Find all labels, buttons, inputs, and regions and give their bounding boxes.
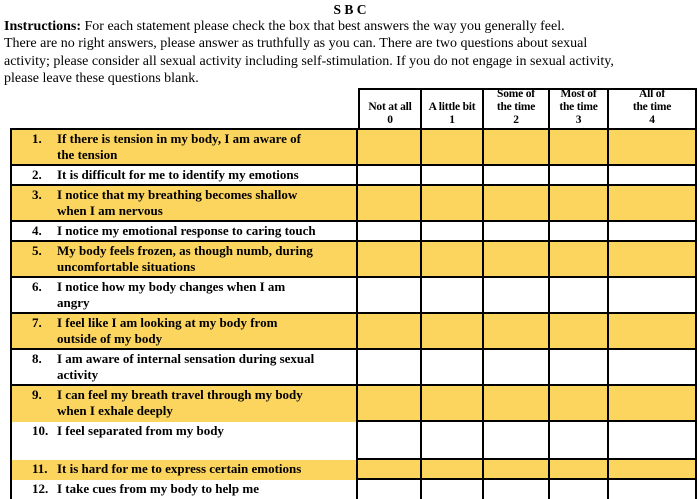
answer-cell[interactable] xyxy=(422,242,484,278)
answer-cell[interactable] xyxy=(609,278,697,314)
answer-cell[interactable] xyxy=(422,186,484,222)
statement-number: 12. xyxy=(32,481,49,496)
statement-number: 2. xyxy=(32,167,42,182)
answer-cell[interactable] xyxy=(609,480,697,499)
statement-number: 6. xyxy=(32,279,42,294)
answer-cell[interactable] xyxy=(422,350,484,386)
answer-cell[interactable] xyxy=(484,386,550,422)
statement-number: 7. xyxy=(32,315,42,330)
statement-cell xyxy=(10,460,358,480)
answer-cell[interactable] xyxy=(358,222,422,242)
answer-cell[interactable] xyxy=(358,422,422,460)
answer-cell[interactable] xyxy=(550,278,609,314)
answer-cell[interactable] xyxy=(550,186,609,222)
answer-cell[interactable] xyxy=(484,242,550,278)
statement-number: 10. xyxy=(32,423,49,438)
answer-cell[interactable] xyxy=(550,242,609,278)
option-header: Not at all 0 xyxy=(358,88,422,130)
statement-number: 8. xyxy=(32,351,42,366)
option-header: A little bit 1 xyxy=(422,88,484,130)
statement-text: I can feel my breath travel through my body when I exhale deeply xyxy=(57,387,303,418)
answer-cell[interactable] xyxy=(358,166,422,186)
instruction-line: Instructions: For each statement please check the box that best answers the way you generally feel. xyxy=(4,19,565,34)
answer-cell[interactable] xyxy=(609,186,697,222)
statement-text: It is hard for me to express certain emotions xyxy=(57,461,302,476)
instruction-line: activity; please consider all sexual activity including self-stimulation. If you do not engage in sexual activity, xyxy=(4,53,614,69)
answer-cell[interactable] xyxy=(484,350,550,386)
answer-cell[interactable] xyxy=(484,480,550,499)
statement-cell xyxy=(10,314,358,350)
answer-cell[interactable] xyxy=(550,130,609,166)
answer-cell[interactable] xyxy=(484,222,550,242)
answer-cell[interactable] xyxy=(484,314,550,350)
option-header: Most of the time 3 xyxy=(550,88,609,130)
instructions-label: Instructions: xyxy=(4,19,82,34)
statement-cell xyxy=(10,130,358,166)
answer-cell[interactable] xyxy=(550,166,609,186)
statement-text: I am aware of internal sensation during sexual activity xyxy=(57,351,315,382)
statement-cell xyxy=(10,222,358,242)
answer-cell[interactable] xyxy=(422,460,484,480)
instructions xyxy=(4,18,698,87)
statement-text: If there is tension in my body, I am aware of the tension xyxy=(57,131,301,162)
answer-cell[interactable] xyxy=(358,242,422,278)
statement-cell xyxy=(10,350,358,386)
answer-cell[interactable] xyxy=(609,460,697,480)
answer-cell[interactable] xyxy=(609,222,697,242)
answer-cell[interactable] xyxy=(358,278,422,314)
answer-cell[interactable] xyxy=(422,422,484,460)
answer-cell[interactable] xyxy=(484,186,550,222)
answer-cell[interactable] xyxy=(358,130,422,166)
statement-number: 3. xyxy=(32,187,42,202)
instruction-line: please leave these questions blank. xyxy=(4,70,199,86)
answer-cell[interactable] xyxy=(484,278,550,314)
answer-cell[interactable] xyxy=(609,386,697,422)
answer-cell[interactable] xyxy=(358,186,422,222)
answer-cell[interactable] xyxy=(484,130,550,166)
statement-text: It is difficult for me to identify my emotions xyxy=(57,167,299,182)
statement-text: I notice that my breathing becomes shallow when I am nervous xyxy=(57,187,298,218)
answer-cell[interactable] xyxy=(358,314,422,350)
answer-cell[interactable] xyxy=(422,222,484,242)
statement-text: I feel like I am looking at my body from outside of my body xyxy=(57,315,278,346)
answer-cell[interactable] xyxy=(358,480,422,499)
statement-cell xyxy=(10,166,358,186)
instruction-line: There are no right answers, please answer as truthfully as you can. There are two questions about sexual xyxy=(4,36,588,52)
statement-number: 9. xyxy=(32,387,42,402)
answer-cell[interactable] xyxy=(422,314,484,350)
statement-text: I notice how my body changes when I am angry xyxy=(57,279,286,310)
answer-cell[interactable] xyxy=(609,166,697,186)
statement-cell xyxy=(10,242,358,278)
answer-cell[interactable] xyxy=(550,314,609,350)
answer-cell[interactable] xyxy=(550,222,609,242)
option-header: Some of the time 2 xyxy=(484,88,550,130)
statement-cell xyxy=(10,386,358,422)
statement-cell xyxy=(10,422,358,460)
answer-cell[interactable] xyxy=(358,460,422,480)
answer-cell[interactable] xyxy=(550,480,609,499)
answer-cell[interactable] xyxy=(550,460,609,480)
answer-cell[interactable] xyxy=(484,166,550,186)
statement-number: 1. xyxy=(32,131,42,146)
answer-cell[interactable] xyxy=(609,314,697,350)
answer-cell[interactable] xyxy=(609,130,697,166)
option-header: All of the time 4 xyxy=(609,88,697,130)
answer-cell[interactable] xyxy=(550,422,609,460)
answer-cell[interactable] xyxy=(422,278,484,314)
answer-cell[interactable] xyxy=(484,422,550,460)
answer-cell[interactable] xyxy=(422,386,484,422)
answer-cell[interactable] xyxy=(609,242,697,278)
corner-cell xyxy=(10,88,358,130)
answer-cell[interactable] xyxy=(609,422,697,460)
statement-text: I take cues from my body to help me xyxy=(57,481,259,496)
answer-cell[interactable] xyxy=(550,386,609,422)
statement-number: 4. xyxy=(32,223,42,238)
survey-table xyxy=(10,88,697,499)
statement-text: My body feels frozen, as though numb, during uncomfortable situations xyxy=(57,243,313,274)
answer-cell[interactable] xyxy=(422,480,484,499)
statement-number: 11. xyxy=(32,461,48,476)
statement-text: I notice my emotional response to caring touch xyxy=(57,223,316,238)
form-title: S B C xyxy=(333,2,367,17)
statement-number: 5. xyxy=(32,243,42,258)
answer-cell[interactable] xyxy=(422,130,484,166)
statement-text: I feel separated from my body xyxy=(57,423,224,438)
statement-cell xyxy=(10,480,358,499)
statement-cell xyxy=(10,278,358,314)
statement-cell xyxy=(10,186,358,222)
answer-cell[interactable] xyxy=(609,350,697,386)
answer-cell[interactable] xyxy=(422,166,484,186)
answer-cell[interactable] xyxy=(484,460,550,480)
answer-cell[interactable] xyxy=(358,350,422,386)
answer-cell[interactable] xyxy=(358,386,422,422)
answer-cell[interactable] xyxy=(550,350,609,386)
